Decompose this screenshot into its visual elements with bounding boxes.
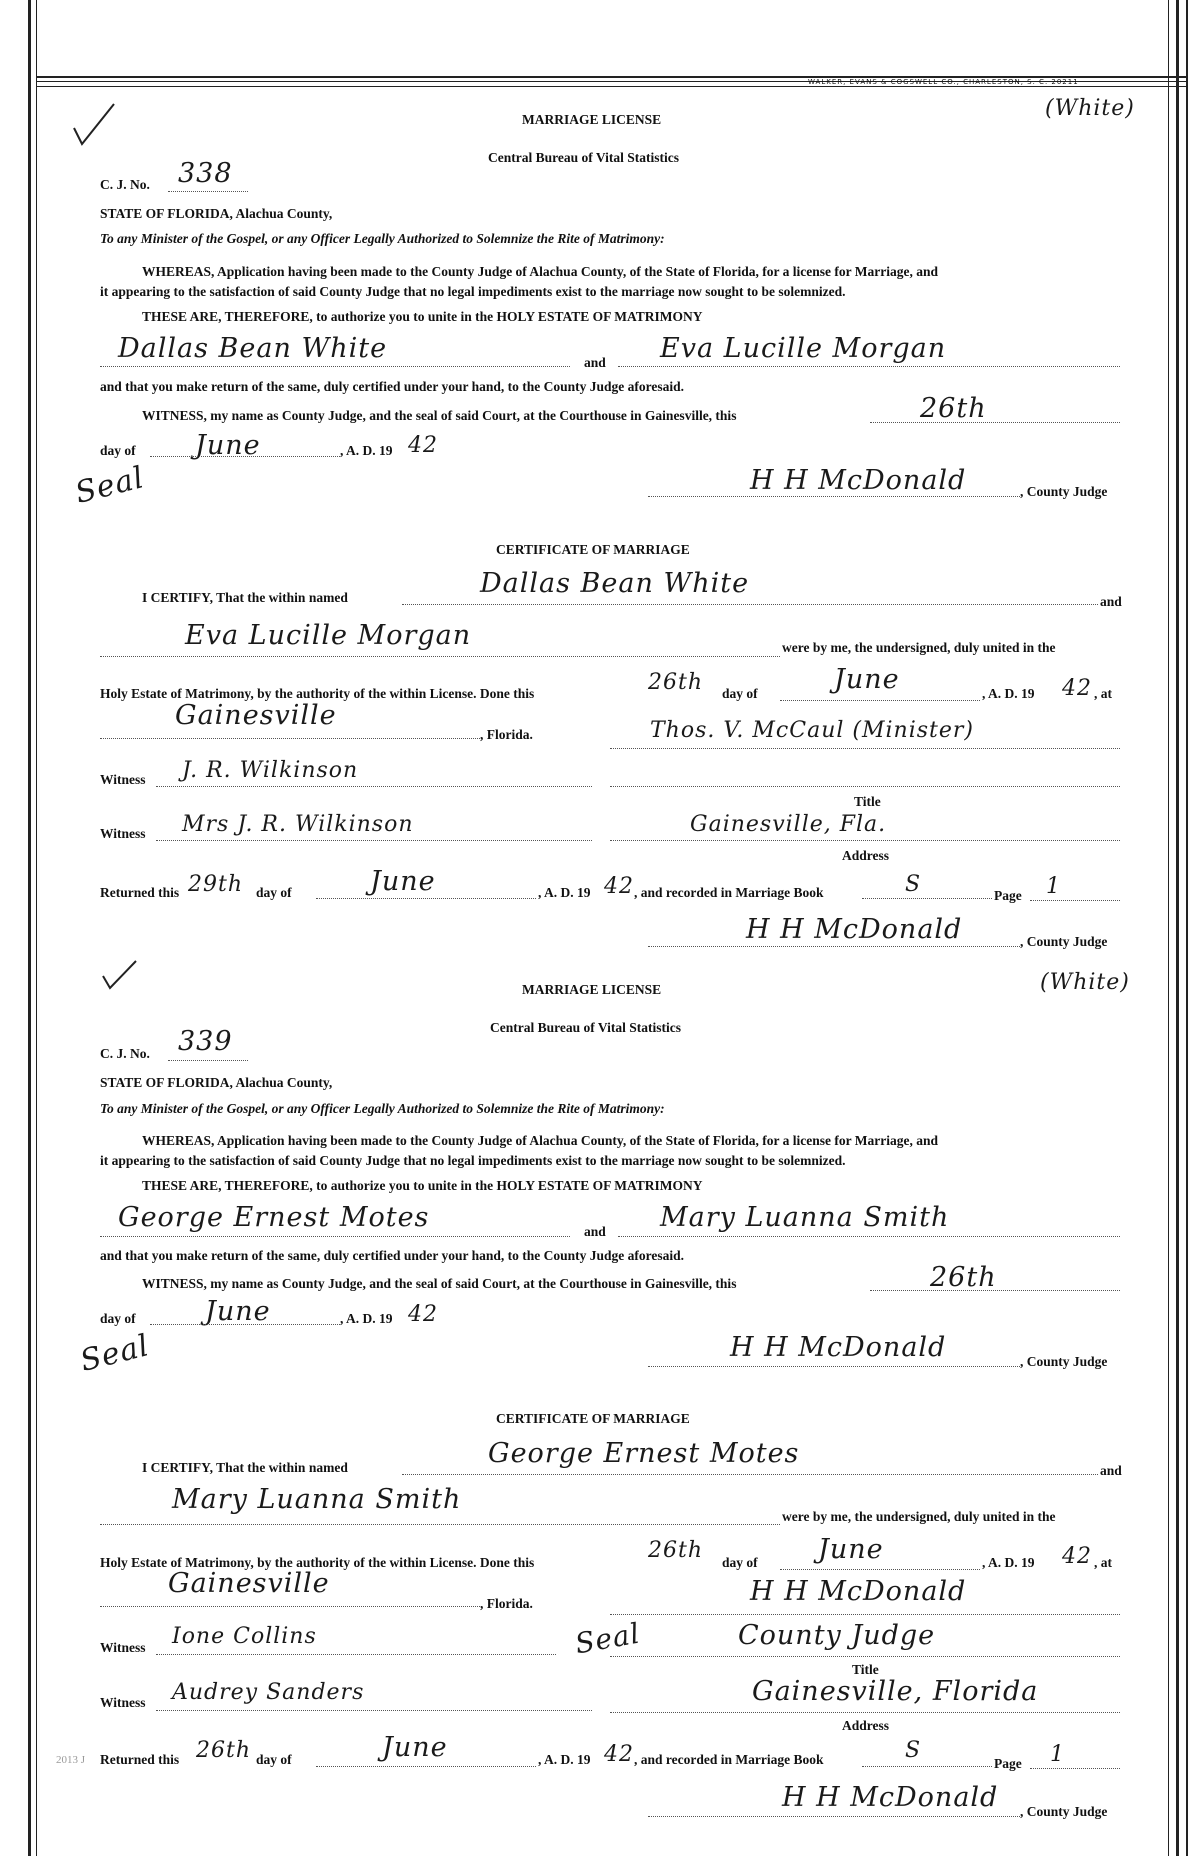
returned-ad: , A. D. 19: [538, 1752, 591, 1767]
footer-mark: 2013 J: [56, 1754, 86, 1766]
return-line: and that you make return of the same, duly certified under your hand, to the County Judge aforesaid.: [100, 1248, 685, 1263]
witness-1-label: Witness: [100, 1640, 146, 1655]
cert-day-of: day of: [722, 1555, 758, 1570]
returned-year: 42: [604, 874, 634, 899]
license-month: June: [205, 1296, 271, 1327]
ad-label: , A. D. 19: [340, 443, 393, 458]
groom-name: Dallas Bean White: [118, 333, 388, 364]
recorded-label: , and recorded in Marriage Book: [634, 1752, 824, 1767]
checkmark-icon: [70, 100, 120, 150]
seal-mark: Seal: [76, 1328, 153, 1379]
whereas-line-2: it appearing to the satisfaction of said County Judge that no legal impediments exist to the marriage now sought to be solemnized.: [100, 1153, 846, 1168]
certificate-title: CERTIFICATE OF MARRIAGE: [496, 542, 690, 557]
cert-groom-name: George Ernest Motes: [488, 1438, 800, 1469]
state-line: STATE OF FLORIDA, Alachua County,: [100, 206, 333, 221]
certify-line: I CERTIFY, That the within named: [142, 1460, 348, 1475]
license-title: MARRIAGE LICENSE: [522, 112, 662, 127]
returned-label: Returned this: [100, 1752, 180, 1767]
witness-1-name: Ione Collins: [172, 1624, 317, 1649]
cert-and-label: and: [1100, 594, 1122, 609]
officiant-address: Gainesville, Florida: [752, 1676, 1039, 1707]
returned-label: Returned this: [100, 885, 180, 900]
license-day: 26th: [930, 1262, 997, 1293]
returned-day: 26th: [196, 1738, 252, 1763]
frame-right-outer-rule: [1186, 0, 1188, 1856]
united-line: were by me, the undersigned, duly united in the: [782, 1509, 1056, 1524]
race-note: (White): [1045, 96, 1135, 121]
witness-line: WITNESS, my name as County Judge, and the seal of said Court, at the Courthouse in Gainesville, this: [142, 408, 737, 423]
cert-at: , at: [1094, 1555, 1112, 1570]
license-title: MARRIAGE LICENSE: [522, 982, 662, 997]
page-label: Page: [994, 888, 1022, 903]
returned-year: 42: [604, 1742, 634, 1767]
page-value: 1: [1046, 874, 1061, 899]
groom-name: George Ernest Motes: [118, 1202, 430, 1233]
witness-2-name: Audrey Sanders: [172, 1680, 365, 1705]
returned-day: 29th: [188, 872, 244, 897]
license-year: 42: [408, 433, 438, 458]
race-note: (White): [1040, 970, 1130, 995]
cj-number: 338: [178, 158, 233, 189]
cert-florida: , Florida.: [480, 727, 533, 742]
license-month: June: [195, 430, 261, 461]
judge-signature: H H McDonald: [750, 465, 967, 496]
cert-done-day: 26th: [648, 670, 704, 695]
cert-and-label: and: [1100, 1463, 1122, 1478]
address-label: Address: [842, 1718, 890, 1733]
frame-right-thin-rule: [1168, 0, 1169, 1856]
title-label: Title: [852, 1662, 879, 1677]
witness-2-name: Mrs J. R. Wilkinson: [182, 812, 414, 837]
bureau-line: Central Bureau of Vital Statistics: [488, 150, 679, 165]
witness-1-name: J. R. Wilkinson: [182, 758, 359, 783]
holy-estate-line: Holy Estate of Matrimony, by the authority of the within License. Done this: [100, 1555, 535, 1570]
recorded-label: , and recorded in Marriage Book: [634, 885, 824, 900]
cert-day-of: day of: [722, 686, 758, 701]
book-value: S: [905, 872, 922, 897]
page-value: 1: [1050, 1742, 1065, 1767]
book-value: S: [905, 1738, 922, 1763]
witness-line: WITNESS, my name as County Judge, and the seal of said Court, at the Courthouse in Gainesville, this: [142, 1276, 737, 1291]
license-year: 42: [408, 1302, 438, 1327]
bureau-line: Central Bureau of Vital Statistics: [490, 1020, 681, 1035]
bride-name: Eva Lucille Morgan: [660, 333, 947, 364]
license-day: 26th: [920, 393, 987, 424]
day-of-label: day of: [100, 1311, 136, 1326]
cert-month: June: [834, 664, 900, 695]
holy-estate-line: Holy Estate of Matrimony, by the authority of the within License. Done this: [100, 686, 535, 701]
return-line: and that you make return of the same, duly certified under your hand, to the County Judge aforesaid.: [100, 379, 685, 394]
these-are-line: THESE ARE, THEREFORE, to authorize you to unite in the HOLY ESTATE OF MATRIMONY: [142, 309, 703, 324]
officiant-title: County Judge: [738, 1620, 936, 1651]
cert-florida: , Florida.: [480, 1596, 533, 1611]
certificate-title: CERTIFICATE OF MARRIAGE: [496, 1411, 690, 1426]
united-line: were by me, the undersigned, duly united in the: [782, 640, 1056, 655]
seal-mark: Seal: [572, 1616, 643, 1661]
address-line: To any Minister of the Gospel, or any Officer Legally Authorized to Solemnize the Rite of Matrimony:: [100, 231, 665, 246]
cert-done-day: 26th: [648, 1538, 704, 1563]
officiant-name: Thos. V. McCaul (Minister): [650, 718, 974, 743]
cert-bride-name: Mary Luanna Smith: [172, 1484, 462, 1515]
printer-mark: WALKER, EVANS & COGSWELL CO., CHARLESTON, S. C. 20211: [808, 78, 1079, 86]
page-label: Page: [994, 1756, 1022, 1771]
day-of-label: day of: [100, 443, 136, 458]
and-label: and: [584, 355, 606, 370]
cert-ad: , A. D. 19: [982, 1555, 1035, 1570]
officiant-address: Gainesville, Fla.: [690, 812, 887, 837]
county-judge-label: , County Judge: [1020, 1354, 1108, 1369]
recorder-signature: H H McDonald: [782, 1782, 999, 1813]
whereas-line-2: it appearing to the satisfaction of said County Judge that no legal impediments exist to the marriage now sought to be solemnized.: [100, 284, 846, 299]
frame-right-rule: [1176, 0, 1179, 1856]
returned-month: June: [370, 866, 436, 897]
cert-year: 42: [1062, 1544, 1092, 1569]
address-line: To any Minister of the Gospel, or any Officer Legally Authorized to Solemnize the Rite of Matrimony:: [100, 1101, 665, 1116]
frame-left-thin-rule: [36, 0, 37, 1856]
returned-day-of: day of: [256, 1752, 292, 1767]
seal-mark: Seal: [71, 460, 148, 511]
witness-1-label: Witness: [100, 772, 146, 787]
whereas-line-1: WHEREAS, Application having been made to the County Judge of Alachua County, of the State of Florida, for a license for Marriage, and: [142, 264, 939, 279]
cj-label: C. J. No.: [100, 177, 150, 192]
county-judge-label: , County Judge: [1020, 484, 1108, 499]
cert-groom-name: Dallas Bean White: [480, 568, 750, 599]
judge-signature: H H McDonald: [730, 1332, 947, 1363]
witness-2-label: Witness: [100, 826, 146, 841]
cert-bride-name: Eva Lucille Morgan: [185, 620, 472, 651]
address-label: Address: [842, 848, 890, 863]
checkmark-icon: [100, 958, 140, 992]
these-are-line: THESE ARE, THEREFORE, to authorize you to unite in the HOLY ESTATE OF MATRIMONY: [142, 1178, 703, 1193]
frame-left-rule: [28, 0, 31, 1856]
whereas-line-1: WHEREAS, Application having been made to the County Judge of Alachua County, of the State of Florida, for a license for Marriage, and: [142, 1133, 939, 1148]
ad-label: , A. D. 19: [340, 1311, 393, 1326]
and-label: and: [584, 1224, 606, 1239]
bride-name: Mary Luanna Smith: [660, 1202, 950, 1233]
witness-2-label: Witness: [100, 1695, 146, 1710]
cert-month: June: [818, 1534, 884, 1565]
recorder-county-judge: , County Judge: [1020, 934, 1108, 949]
cert-ad: , A. D. 19: [982, 686, 1035, 701]
recorder-county-judge: , County Judge: [1020, 1804, 1108, 1819]
returned-ad: , A. D. 19: [538, 885, 591, 900]
cj-label: C. J. No.: [100, 1046, 150, 1061]
cj-number: 339: [178, 1026, 233, 1057]
officiant-name: H H McDonald: [750, 1576, 967, 1607]
cert-at: , at: [1094, 686, 1112, 701]
state-line: STATE OF FLORIDA, Alachua County,: [100, 1075, 333, 1090]
returned-day-of: day of: [256, 885, 292, 900]
certify-line: I CERTIFY, That the within named: [142, 590, 348, 605]
cert-year: 42: [1062, 676, 1092, 701]
returned-month: June: [382, 1732, 448, 1763]
title-label: Title: [854, 794, 881, 809]
recorder-signature: H H McDonald: [746, 914, 963, 945]
header-rule-3: [36, 86, 1188, 87]
cert-place: Gainesville: [175, 700, 337, 731]
cert-place: Gainesville: [168, 1568, 330, 1599]
